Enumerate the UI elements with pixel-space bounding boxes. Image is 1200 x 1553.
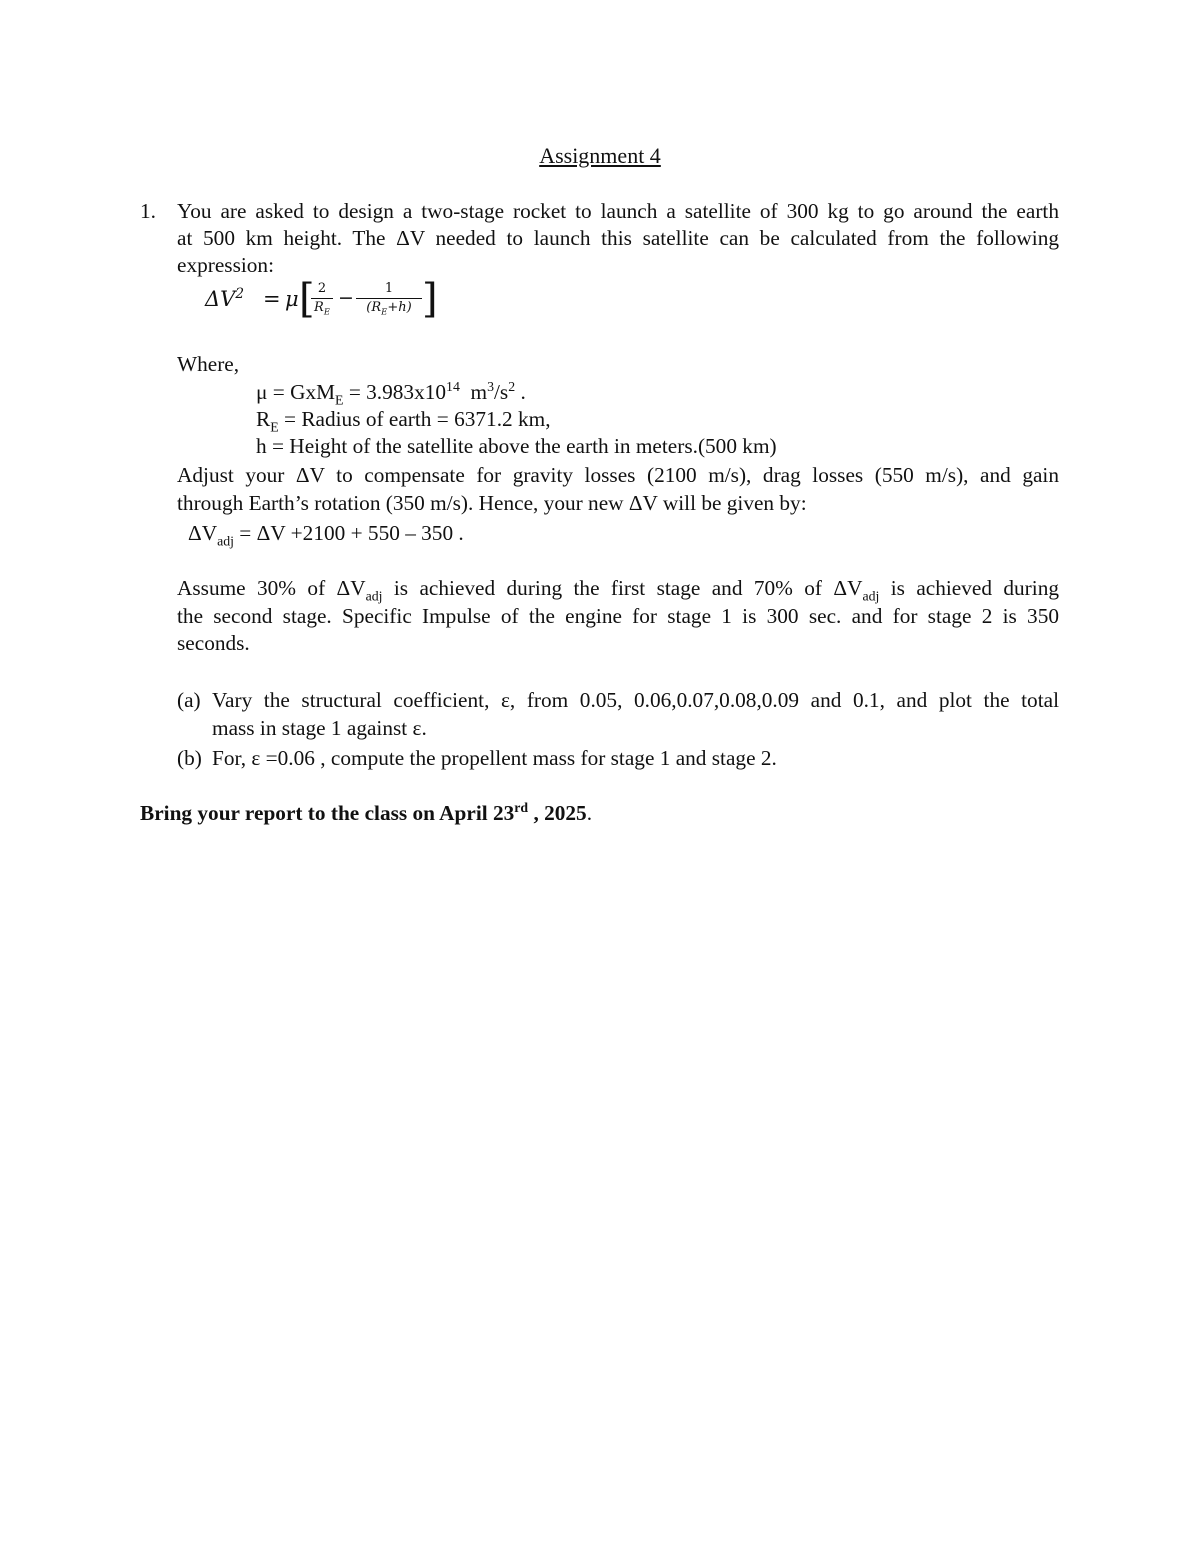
formula-fraction-1: 2 $R_E$: [311, 280, 333, 317]
formula-mu: μ: [285, 287, 299, 311]
formula-fraction-2: 1 $(R_E+h)$: [356, 280, 422, 317]
adjusted-delta-v-equation: $\Delta V_{adj} = \Delta V +2100 + 550 - 350$ .: [188, 521, 464, 549]
formula-bracket-close: ]: [422, 276, 438, 322]
part-b-label: (b): [177, 746, 202, 770]
formula-minus: −: [338, 287, 354, 309]
intro-line-2: at 500 km height. The ΔV needed to launch this satellite can be calculated from the following: [177, 226, 1059, 250]
page-title: Assignment 4: [539, 143, 661, 168]
formula-bracket-open: [: [299, 276, 315, 322]
formula-lhs: $\Delta V^2$: [205, 286, 245, 311]
adjust-line-1: Adjust your ΔV to compensate for gravity losses (2100 m/s), drag losses (550 m/s), and gain: [177, 463, 1059, 487]
part-b-line-1: For, ε =0.06 , compute the propellent mass for stage 1 and stage 2.: [212, 746, 777, 770]
where-label: Where,: [177, 352, 240, 376]
definition-mu: $\mu = GxM_E = 3.983x10^{14}$ $m^3/s^2$ .: [256, 378, 526, 408]
formula-equals: =: [263, 287, 281, 311]
intro-line-3: expression:: [177, 253, 275, 277]
adjust-line-2: through Earth’s rotation (350 m/s). Hence, your new ΔV will be given by:: [177, 491, 807, 515]
part-a-label: (a): [177, 688, 201, 712]
assume-line-3: seconds.: [177, 631, 250, 655]
part-a-line-2: mass in stage 1 against ε.: [212, 716, 427, 740]
definition-h: h = Height of the satellite above the earth in meters.(500 km): [256, 434, 777, 458]
assume-line-2: the second stage. Specific Impulse of the engine for stage 1 is 300 sec. and for stage 2 is 350: [177, 604, 1059, 628]
due-date-notice: Bring your report to the class on April 23rd , 2025.: [140, 799, 593, 825]
delta-v-formula: [205, 278, 445, 326]
problem-number: 1.: [140, 199, 156, 223]
definition-re: $R_E$ = Radius of earth = 6371.2 km,: [256, 407, 551, 435]
intro-line-1: You are asked to design a two-stage rocket to launch a satellite of 300 kg to go around the earth: [177, 199, 1059, 223]
assume-line-1: Assume 30% of $\Delta V_{adj}$ is achieved during the first stage and 70% of $\Delta V_{adj}$ is achieved during: [177, 576, 1059, 604]
part-a-line-1: Vary the structural coefficient, ε, from 0.05, 0.06,0.07,0.08,0.09 and 0.1, and plot the total: [212, 688, 1059, 712]
